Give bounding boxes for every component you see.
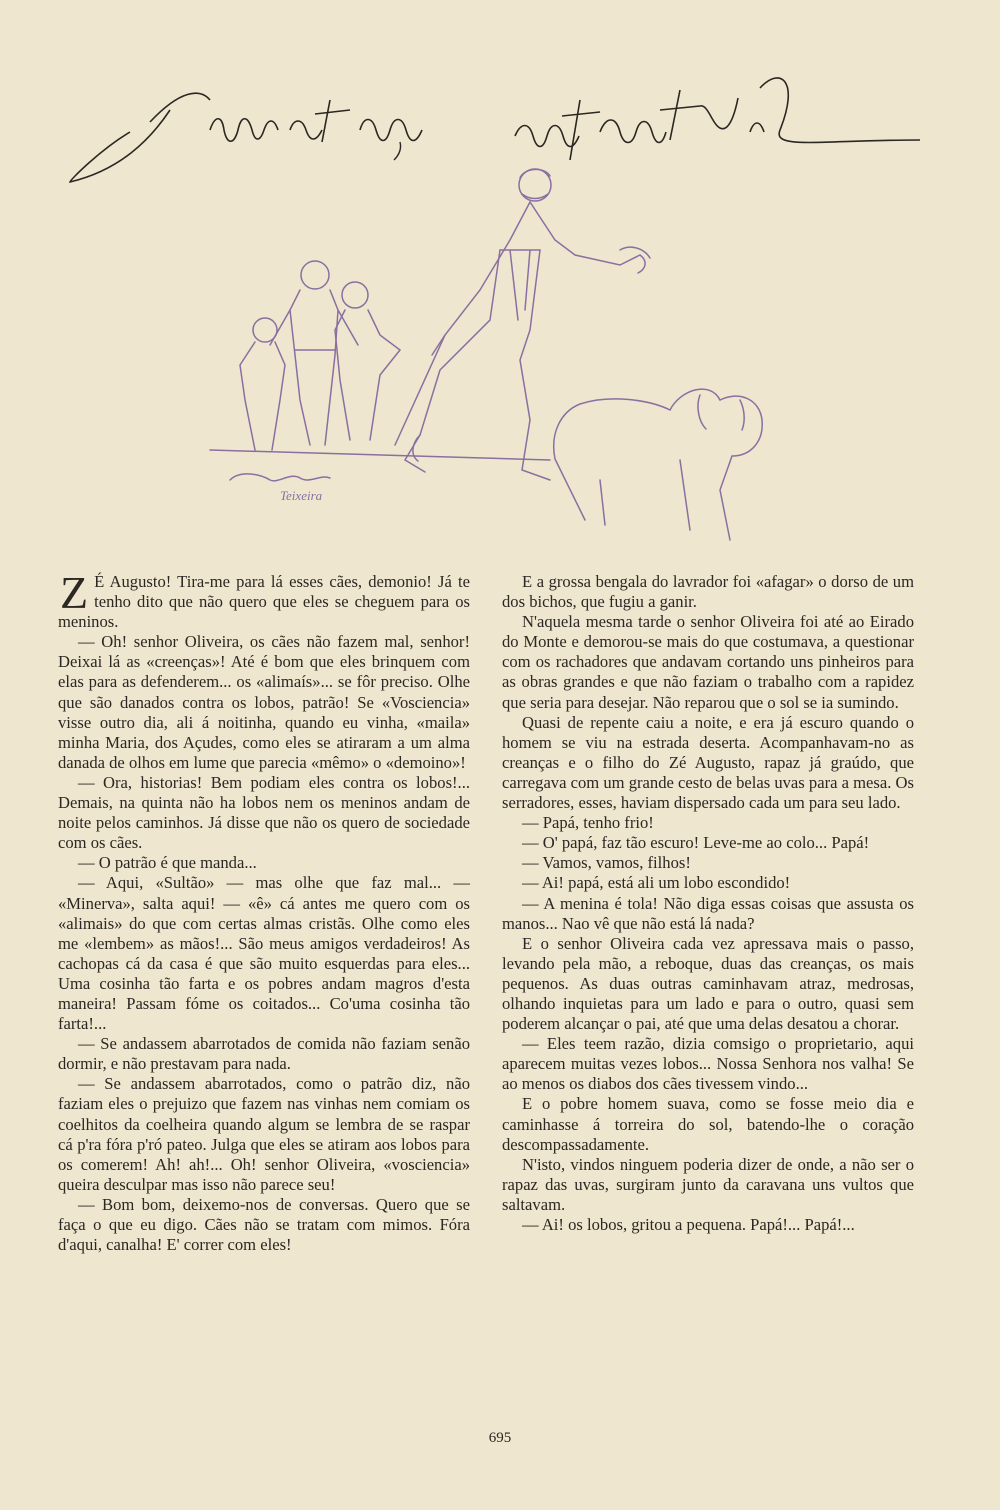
paragraph: — Oh! senhor Oliveira, os cães não fazem mal, senhor! Deixai lá as «creenças»! Até é bom que eles brinquem com elas para as defenderem... os «alimaís»... se fôr preciso. Olhe que são danados contra os lobos, patrão! Se «Vosciencia» visse outro dia, ali á noitinha, quando eu vinha, «maila» minha Maria, dos Açudes, como eles se atiraram a um alma danada de olhos em lume que parecia «mêmo» o «demoino»! <box>58 632 470 772</box>
illustration-signature: Teixeira <box>280 488 323 503</box>
paragraph: — O patrão é que manda... <box>78 853 257 873</box>
page-number: 695 <box>488 1430 512 1446</box>
dropcap: Z <box>60 567 89 618</box>
paragraph: — Se andassem abarrotados de comida não faziam senão dormir, e não prestavam para nada. <box>58 1034 470 1074</box>
paragraph: — Se andassem abarrotados, como o patrão diz, não faziam eles o prejuizo que fazem nas vinhas nem comiam os coelhitos da coelheira quando algum se lembra de se raspar cá p'ra fóra p'ró pateo. Julga que eles se atiram aos lobos para os comerem! Ah! ah!... Oh! senhor Oliveira, «vosciencia» queira desculpar mas isso não parece seu! <box>58 1074 470 1194</box>
illustration <box>200 160 800 560</box>
paragraph: — Vamos, vamos, filhos! <box>522 853 691 873</box>
paragraph: E a grossa bengala do lavrador foi «afagar» o dorso de um dos bichos, que fugiu a ganir. <box>502 572 914 612</box>
left-column <box>58 567 470 1255</box>
right-column <box>502 572 914 1235</box>
paragraph: — A menina é tola! Não diga essas coisas que assusta os manos... Nao vê que não está lá nada? <box>502 893 914 933</box>
paragraph: N'isto, vindos ninguem poderia dizer de onde, a não ser o rapaz das uvas, surgiram junto da caravana uns vultos que saltavam. <box>502 1154 914 1214</box>
title-text: justiça infantil <box>60 70 66 71</box>
paragraph: — Bom bom, deixemo-nos de conversas. Quero que se faça o que eu digo. Cães não se tratam com mimos. Fóra d'aqui, canalha! E' correr com eles! <box>58 1194 470 1255</box>
paragraph: — Ai! papá, está ali um lobo escondido! <box>522 873 791 893</box>
paragraph: Quasi de repente caiu a noite, e era já escuro quando o homem se viu na estrada deserta. Acompanhavam-no as creanças e o filho do Zé Augusto, rapaz já graúdo, que carregava com um grande cesto de belas uvas para a mesa. Os serradores, esses, haviam dispersado cada um para seu lado. <box>502 712 914 813</box>
paragraph: E o senhor Oliveira cada vez apressava mais o passo, levando pela mão, a reboque, duas das creanças, os mais pequenos. As duas outras caminhavam atraz, medrosas, olhando inquietas para um lado e para o outro, quasi sem poderem alcançar o pai, até que uma delas desatou a chorar. <box>502 933 914 1034</box>
paragraph: E o pobre homem suava, como se fosse meio dia e caminhasse á torreira do sol, batendo-lhe o coração descompassadamente. <box>502 1094 914 1154</box>
paragraph: N'aquela mesma tarde o senhor Oliveira foi até ao Eirado do Monte e demorou-se mais do que costumava, a questionar com os rachadores que andavam cortando uns pinheiros para as obras grandes e que não faziam o trabalho com a rapidez que seria para desejar. Não reparou que o sol se ia sumindo. <box>502 612 914 712</box>
paragraph: — Ora, historias! Bem podiam eles contra os lobos!... Demais, na quinta não ha lobos nem os meninos andam de noite pelos caminhos. Já disse que não os quero de sociedade com os cães. <box>58 772 470 853</box>
paragraph: — Ai! os lobos, gritou a pequena. Papá!... Papá!... <box>522 1215 855 1234</box>
paragraph: — Eles teem razão, dizia comsigo o proprietario, aqui aparecem muitas vezes lobos... Nossa Senhora nos valha! Se ao menos os diabos dos cães tivessem vindo... <box>502 1034 914 1094</box>
paragraph: Z É Augusto! Tira-me para lá esses cães, demonio! Já te tenho dito que não quero que eles se cheguem para os meninos. <box>58 567 470 632</box>
paragraph: — Papá, tenho frio! <box>522 813 654 833</box>
paragraph: — Aqui, «Sultão» — mas olhe que faz mal... — «Minerva», salta aqui! — «ê» cá antes me quero com os «alimais» do que com certas almas cristãs. Olhe como eles me «lembem» as mãos!... São meus amigos verdadeiros! As cachopas cá da casa é que são muito esquerdas para eles... Uma cosinha tão farta e os pobres andam magros d'esta maneira! Passam fóme os coitados... Co'uma cosinha tão farta!... <box>58 873 470 1034</box>
paragraph: — O' papá, faz tão escuro! Leve-me ao colo... Papá! <box>522 833 870 853</box>
